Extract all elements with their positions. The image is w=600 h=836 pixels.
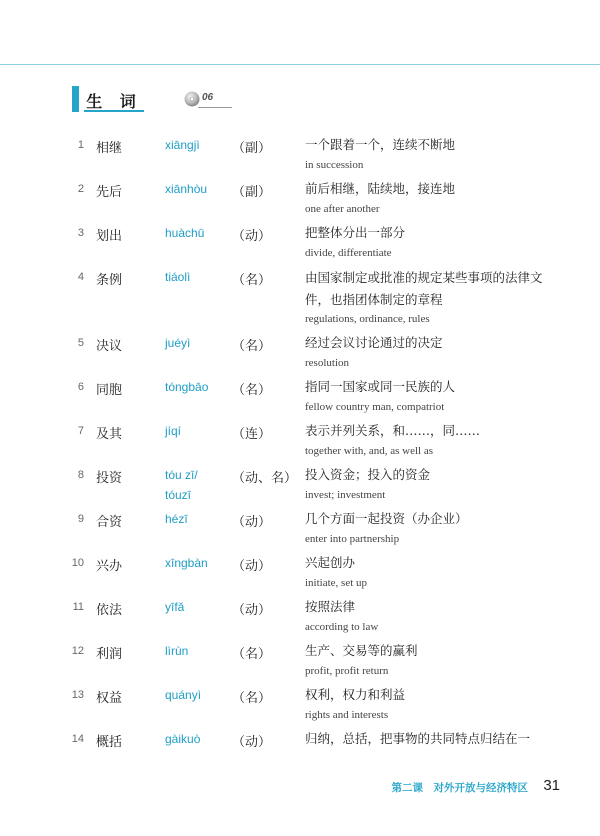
- entry-pinyin: xīngbàn: [165, 556, 208, 570]
- entry-definition: 前后相继，陆续地，接连地: [305, 181, 456, 196]
- entry-english: resolution: [305, 357, 349, 369]
- entry-pinyin: tóu zī/ tóuzī: [165, 468, 198, 502]
- entry-number: 14: [71, 733, 84, 745]
- top-rule: [0, 64, 600, 65]
- entry-part-of-speech: （动）: [232, 515, 272, 530]
- entry-word: 决议: [96, 339, 123, 354]
- entry-word: 利润: [96, 647, 123, 662]
- entry-word: 兴办: [96, 559, 123, 574]
- entry-word: 权益: [96, 691, 123, 706]
- entry-word: 依法: [96, 603, 123, 618]
- audio-cd-icon[interactable]: [184, 91, 200, 107]
- entry-english: in succession: [305, 159, 364, 171]
- entry-english: divide, differentiate: [305, 247, 392, 259]
- entry-part-of-speech: （副）: [232, 185, 272, 200]
- entry-word: 合资: [96, 515, 123, 530]
- entry-pinyin: xiāngjì: [165, 138, 200, 152]
- entry-pinyin: tóngbāo: [165, 380, 209, 394]
- entry-number: 10: [71, 557, 84, 569]
- entry-part-of-speech: （动）: [232, 559, 272, 574]
- entry-number: 9: [77, 513, 84, 525]
- entry-word: 先后: [96, 185, 123, 200]
- entry-definition: 兴起创办: [305, 555, 356, 570]
- lesson-title: 第二课 对外开放与经济特区: [391, 782, 528, 794]
- header-accent-bar: [72, 86, 79, 112]
- vocabulary-section-header: [72, 86, 232, 116]
- entry-part-of-speech: （连）: [232, 427, 272, 442]
- entry-number: 6: [77, 381, 84, 393]
- entry-number: 12: [71, 645, 84, 657]
- page-number: 31: [543, 777, 560, 794]
- entry-english: profit, profit return: [305, 665, 389, 677]
- entry-part-of-speech: （动）: [232, 735, 272, 750]
- entry-pinyin: huàchū: [165, 226, 205, 240]
- entry-english: enter into partnership: [305, 533, 400, 545]
- entry-word: 条例: [96, 273, 123, 288]
- entry-definition: 一个跟着一个，连续不断地: [305, 137, 456, 152]
- entry-definition: 权利，权力和利益: [305, 687, 406, 702]
- entry-number: 11: [72, 601, 84, 613]
- section-title: 生 词: [86, 92, 142, 111]
- entry-english: according to law: [305, 621, 379, 633]
- entry-pinyin: gàikuò: [165, 732, 201, 746]
- entry-definition: 投入资金；投入的资金: [305, 467, 431, 482]
- entry-word: 及其: [96, 427, 123, 442]
- entry-word: 划出: [96, 229, 123, 244]
- entry-number: 3: [77, 227, 84, 239]
- entry-definition: 把整体分出一部分: [305, 225, 406, 240]
- entry-english: regulations, ordinance, rules: [305, 313, 430, 325]
- entry-definition: 经过会议讨论通过的决定: [305, 335, 443, 350]
- entry-number: 13: [71, 689, 84, 701]
- entry-part-of-speech: （名）: [232, 273, 272, 288]
- entry-number: 1: [77, 139, 84, 151]
- entry-part-of-speech: （名）: [232, 339, 272, 354]
- entry-pinyin: yīfǎ: [165, 600, 185, 614]
- entry-english: rights and interests: [305, 709, 389, 721]
- entry-part-of-speech: （动、名）: [232, 471, 298, 486]
- entry-part-of-speech: （名）: [232, 647, 272, 662]
- entry-pinyin: jíqí: [165, 424, 182, 438]
- entry-pinyin: tiáolì: [165, 270, 191, 284]
- entry-definition: 生产、交易等的赢利: [305, 643, 418, 658]
- entry-english: initiate, set up: [305, 577, 368, 589]
- entry-part-of-speech: （名）: [232, 383, 272, 398]
- entry-pinyin: xiānhòu: [165, 182, 208, 196]
- entry-part-of-speech: （动）: [232, 603, 272, 618]
- entry-english: together with, and, as well as: [305, 445, 433, 457]
- entry-number: 5: [77, 337, 84, 349]
- entry-definition: 表示并列关系，和……，同……: [305, 423, 481, 438]
- entry-pinyin: juéyì: [165, 336, 191, 350]
- entry-pinyin: hézī: [165, 512, 188, 526]
- entry-word: 相继: [96, 141, 123, 156]
- entry-number: 7: [77, 425, 84, 437]
- entry-part-of-speech: （动）: [232, 229, 272, 244]
- page-footer: [370, 777, 560, 797]
- entry-word: 同胞: [96, 383, 123, 398]
- entry-definition: 指同一国家或同一民族的人: [305, 379, 456, 394]
- entry-number: 2: [77, 183, 84, 195]
- entry-english: invest; investment: [305, 489, 386, 501]
- entry-part-of-speech: （副）: [232, 141, 272, 156]
- entry-number: 8: [77, 469, 84, 481]
- entry-word: 投资: [96, 471, 123, 486]
- entry-definition: 几个方面一起投资（办企业）: [305, 511, 468, 526]
- entry-english: one after another: [305, 203, 380, 215]
- entry-definition: 按照法律: [305, 599, 356, 614]
- audio-track-number: 06: [202, 92, 214, 103]
- entry-word: 概括: [96, 735, 123, 750]
- entry-number: 4: [77, 271, 84, 283]
- entry-definition: 归纳，总括，把事物的共同特点归结在一: [305, 731, 531, 746]
- track-underline: [198, 107, 232, 108]
- header-title-box: [84, 86, 144, 112]
- entry-definition: 由国家制定或批准的规定某些事项的法律文件，也指团体制定的章程: [305, 270, 543, 307]
- entry-part-of-speech: （名）: [232, 691, 272, 706]
- entry-pinyin: quányì: [165, 688, 202, 702]
- entry-english: fellow country man, compatriot: [305, 401, 445, 413]
- entry-pinyin: lìrùn: [165, 644, 189, 658]
